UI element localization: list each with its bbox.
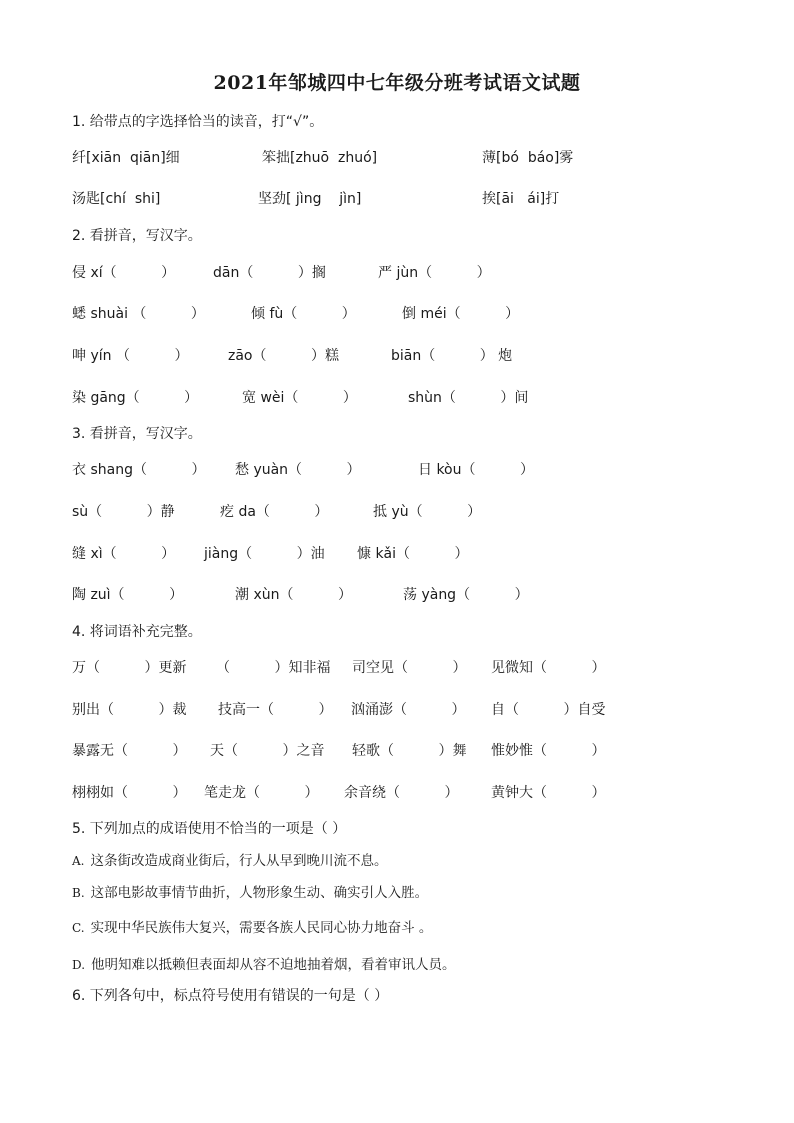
question-1-stem: 1. 给带点的字选择恰当的读音，打“√”。 bbox=[72, 114, 324, 130]
q2-item: 倾 fù（ ） bbox=[251, 306, 356, 322]
q1-item: 汤匙[chí shi] bbox=[72, 191, 161, 207]
page-title: 2021年邹城四中七年级分班考试语文试题 bbox=[213, 72, 581, 94]
question-4-stem: 4. 将词语补充完整。 bbox=[72, 624, 202, 640]
q3-item: 慷 kǎi（ ） bbox=[357, 546, 469, 562]
question-5-stem: 5. 下列加点的成语使用不恰当的一项是（ ） bbox=[72, 821, 347, 837]
q2-item: shùn（ ）间 bbox=[408, 390, 529, 406]
option-label: C. bbox=[72, 921, 85, 935]
q1-item: 纤[xiān qiān]细 bbox=[72, 150, 180, 166]
q4-item: 栩栩如（ ） bbox=[72, 785, 187, 801]
question-1-row bbox=[72, 147, 632, 169]
q1-item: 笨拙[zhuō zhuó] bbox=[262, 150, 378, 166]
question-2-row bbox=[72, 303, 632, 325]
q2-item: 侵 xí（ ） bbox=[72, 265, 176, 281]
q1-item: 坚劲[ jìng jìn] bbox=[258, 191, 362, 207]
q4-item: 天（ ）之音 bbox=[210, 743, 325, 759]
option-text: 他明知难以抵赖但表面却从容不迫地抽着烟，看着审讯人员。 bbox=[91, 957, 456, 973]
q3-item: 抵 yù（ ） bbox=[373, 504, 482, 520]
q2-item: 宽 wèi（ ） bbox=[242, 390, 357, 406]
question-3-stem: 3. 看拼音，写汉字。 bbox=[72, 426, 202, 442]
question-2-stem: 2. 看拼音，写汉字。 bbox=[72, 228, 202, 244]
q3-item: jiàng（ ）油 bbox=[204, 546, 325, 562]
q5-option-d bbox=[72, 953, 456, 973]
q3-item: 缝 xì（ ） bbox=[72, 546, 176, 562]
q4-item: 惟妙惟（ ） bbox=[491, 743, 606, 759]
question-4-row bbox=[72, 699, 632, 721]
option-label: A. bbox=[72, 854, 85, 868]
q4-item: （ ）知非福 bbox=[216, 660, 331, 676]
q4-item: 别出（ ）裁 bbox=[72, 702, 187, 718]
q2-item: biān（ ） 炮 bbox=[391, 348, 513, 364]
option-label: D. bbox=[72, 958, 86, 972]
question-6-stem: 6. 下列各句中，标点符号使用有错误的一句是（ ） bbox=[72, 988, 389, 1004]
q4-item: 余音绕（ ） bbox=[344, 785, 459, 801]
q3-item: 疙 da（ ） bbox=[220, 504, 329, 520]
q5-option-c bbox=[72, 916, 432, 936]
q3-item: 日 kòu（ ） bbox=[418, 462, 534, 478]
q2-item: zāo（ ）糕 bbox=[228, 348, 339, 364]
question-2-row bbox=[72, 262, 632, 284]
q4-item: 见微知（ ） bbox=[491, 660, 606, 676]
q3-item: 潮 xùn（ ） bbox=[235, 587, 352, 603]
q5-option-b bbox=[72, 881, 428, 901]
q4-item: 暴露无（ ） bbox=[72, 743, 187, 759]
q4-item: 万（ ）更新 bbox=[72, 660, 187, 676]
question-4-row bbox=[72, 657, 632, 679]
q3-item: 愁 yuàn（ ） bbox=[235, 462, 361, 478]
option-label: B. bbox=[72, 886, 85, 900]
q3-item: 衣 shang（ ） bbox=[72, 462, 206, 478]
q4-item: 笔走龙（ ） bbox=[204, 785, 319, 801]
q4-item: 黄钟大（ ） bbox=[491, 785, 606, 801]
q3-item: 荡 yàng（ ） bbox=[403, 587, 529, 603]
q2-item: 蟋 shuài （ ） bbox=[72, 306, 205, 322]
q2-item: 染 gāng（ ） bbox=[72, 390, 199, 406]
q4-item: 司空见（ ） bbox=[352, 660, 467, 676]
question-3-row bbox=[72, 459, 632, 481]
q2-item: 严 jùn（ ） bbox=[378, 265, 491, 281]
q2-item: 倒 méi（ ） bbox=[402, 306, 520, 322]
question-2-row bbox=[72, 387, 632, 409]
question-3-row bbox=[72, 584, 632, 606]
q3-item: 陶 zuì（ ） bbox=[72, 587, 184, 603]
option-text: 这部电影故事情节曲折，人物形象生动、确实引人入胜。 bbox=[90, 885, 429, 901]
q1-item: 挨[āi ái]打 bbox=[482, 191, 560, 207]
q2-item: dān（ ）搁 bbox=[213, 265, 326, 281]
q3-item: sù（ ）静 bbox=[72, 504, 175, 520]
q1-item: 薄[bó báo]雾 bbox=[482, 150, 574, 166]
q4-item: 汹涌澎（ ） bbox=[351, 702, 466, 718]
q4-item: 轻歌（ ）舞 bbox=[352, 743, 467, 759]
question-3-row bbox=[72, 543, 632, 565]
question-1-row bbox=[72, 188, 632, 210]
question-3-row bbox=[72, 501, 632, 523]
question-4-row bbox=[72, 782, 632, 804]
question-4-row bbox=[72, 740, 632, 762]
q2-item: 呻 yín （ ） bbox=[72, 348, 189, 364]
option-text: 实现中华民族伟大复兴，需要各族人民同心协力地奋斗 。 bbox=[90, 920, 433, 936]
q5-option-a bbox=[72, 849, 387, 869]
q4-item: 技高一（ ） bbox=[218, 702, 333, 718]
option-text: 这条街改造成商业街后，行人从早到晚川流不息。 bbox=[90, 853, 388, 869]
q4-item: 自（ ）自受 bbox=[491, 702, 606, 718]
question-2-row bbox=[72, 345, 632, 367]
